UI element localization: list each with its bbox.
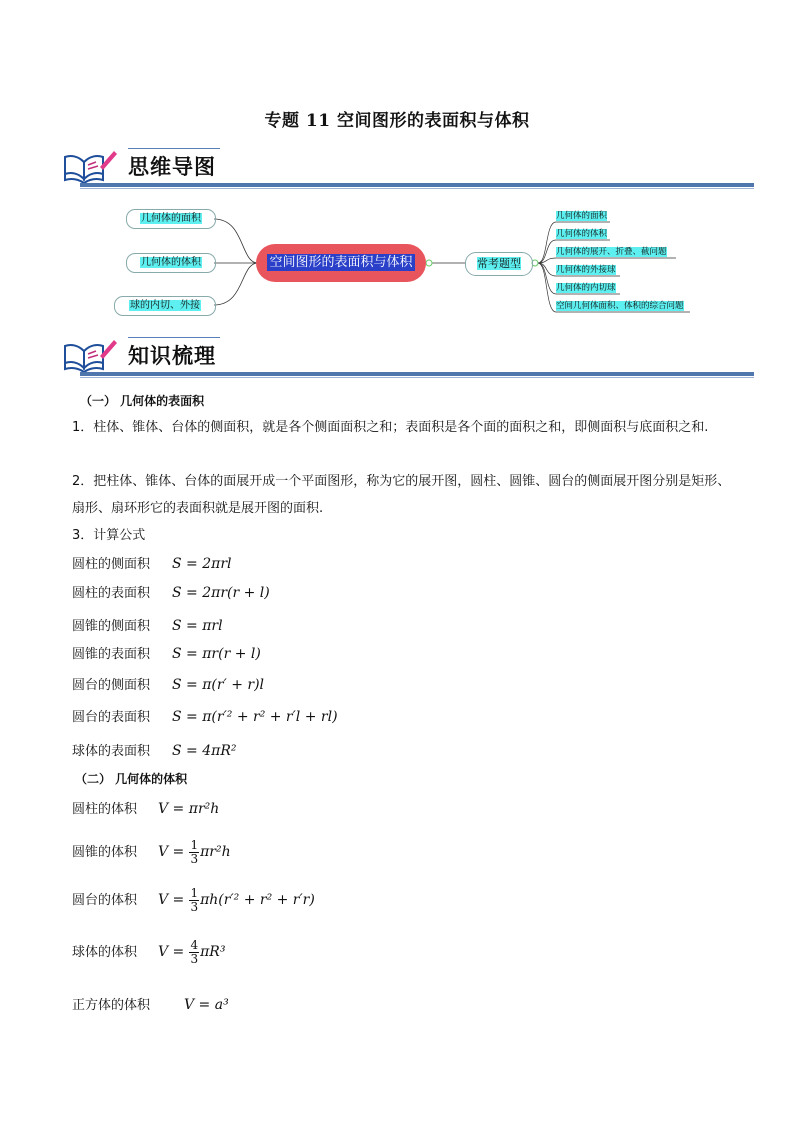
formula-row-5: 圆台的侧面积 S = π(r′ + r)l bbox=[72, 677, 265, 693]
fraction: $\frac{1}{3}$ bbox=[190, 886, 199, 914]
mindmap-leaf-5: 几何体的内切球 bbox=[556, 283, 616, 293]
mindmap-leaf-4: 几何体的外接球 bbox=[556, 265, 616, 275]
formula-row-2: 圆柱的表面积 S = 2πr(r + l) bbox=[72, 585, 270, 601]
volume-row-5: 正方体的体积 V = a³ bbox=[72, 997, 229, 1013]
part1-paragraph-3: 3．计算公式 bbox=[72, 528, 146, 543]
formula-row-7: 球体的表面积 S = 4πR² bbox=[72, 743, 237, 759]
formula-row-6: 圆台的表面积 S = π(r′² + r² + r′l + rl) bbox=[72, 709, 338, 725]
mindmap-leaf-2: 几何体的体积 bbox=[556, 229, 608, 239]
mindmap-leaf-1: 几何体的面积 bbox=[556, 211, 608, 221]
fraction: $\frac{4}{3}$ bbox=[190, 938, 199, 966]
mind-map bbox=[0, 0, 794, 330]
mindmap-left-node-1: 几何体的面积 bbox=[126, 209, 216, 229]
formula-row-1: 圆柱的侧面积 S = 2πrl bbox=[72, 556, 232, 572]
mindmap-mid-node: 常考题型 bbox=[465, 252, 533, 276]
formula-row-3: 圆锥的侧面积 S = πrl bbox=[72, 618, 223, 634]
mindmap-left-node-2: 几何体的体积 bbox=[126, 253, 216, 273]
formula-row-4: 圆锥的表面积 S = πr(r + l) bbox=[72, 646, 261, 662]
mindmap-center-node: 空间图形的表面积与体积 bbox=[256, 244, 426, 282]
volume-row-2: 圆锥的体积 V = $\frac{1}{3}$ πr²h bbox=[72, 838, 231, 866]
volume-row-3: 圆台的体积 V = $\frac{1}{3}$ πh(r′² + r² + r′r) bbox=[72, 886, 315, 914]
part1-heading: （一） 几何体的表面积 bbox=[80, 394, 205, 408]
knowledge-heading: 知识梳理 bbox=[128, 344, 216, 368]
fraction: $\frac{1}{3}$ bbox=[190, 838, 199, 866]
mindmap-left-node-3: 球的内切、外接 bbox=[114, 296, 216, 316]
volume-row-4: 球体的体积 V = $\frac{4}{3}$ πR³ bbox=[72, 938, 226, 966]
page-title: 专题 11 空间图形的表面积与体积 bbox=[264, 111, 530, 131]
knowledge-section-header bbox=[62, 334, 754, 382]
mindmap-leaf-3: 几何体的展开、折叠、截问题 bbox=[556, 247, 667, 257]
mindmap-heading: 思维导图 bbox=[128, 155, 216, 179]
part1-paragraph-2: 2．把柱体、锥体、台体的面展开成一个平面图形，称为它的展开图，圆柱、圆锥、圆台的侧面展开图分别是矩形、扇形、扇环形它的表面积就是展开图的面积. bbox=[72, 474, 731, 516]
volume-row-1: 圆柱的体积 V = πr²h bbox=[72, 801, 220, 817]
mindmap-leaf-6: 空间几何体面积、体积的综合问题 bbox=[556, 301, 684, 311]
part2-heading: （二） 几何体的体积 bbox=[75, 772, 188, 786]
part1-paragraph-1: 1．柱体、锥体、台体的侧面积，就是各个侧面面积之和；表面积是各个面的面积之和，即侧面积与底面积之和. bbox=[72, 420, 709, 435]
